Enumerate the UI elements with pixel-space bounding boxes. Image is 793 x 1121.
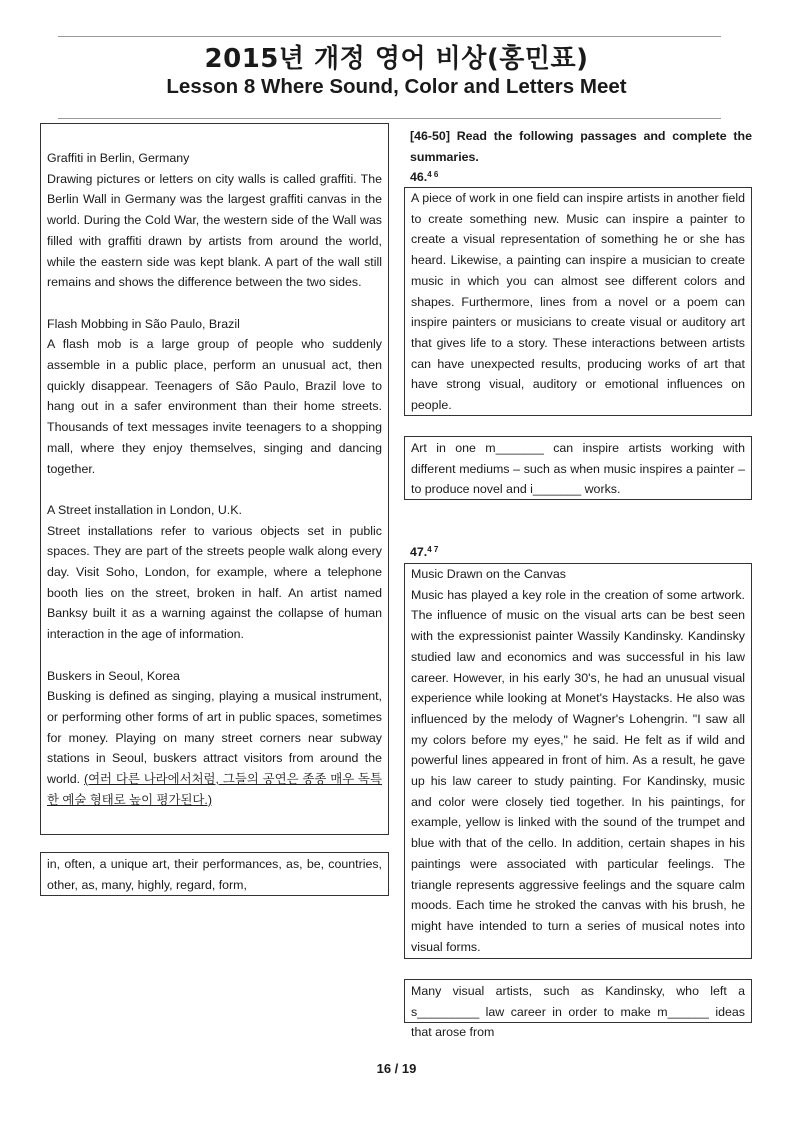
top-rule <box>58 36 721 37</box>
section-heading: Buskers in Seoul, Korea <box>47 668 180 683</box>
question-46-number <box>410 167 438 188</box>
section-body <box>47 686 382 810</box>
page-title: 2015년 개정 영어 비상(홍민표) <box>204 44 589 74</box>
page-number: 16 / 19 <box>376 1061 417 1076</box>
lesson-title: Lesson 8 Where Sound, Color and Letters Meet <box>166 75 627 98</box>
q47-summary: Many visual artists, such as Kandinsky, who left a s_________ law career in order to make m______ ideas that arose from <box>411 984 745 1040</box>
korean-prompt: (여러 다른 나라에서처럼, 그들의 공연은 종종 매우 독특한 예술 형태로 높이 평가된다.) <box>47 772 382 807</box>
q47-passage-box <box>404 563 752 959</box>
q46-summary: Art in one m_______ can inspire artists working with different mediums – such as when music inspires a painter – to produce novel and i_______ works. <box>411 441 745 497</box>
q47-passage: Music has played a key role in the creation of some artwork. The influence of music on the visual arts can be best seen with the expressionist painter Wassily Kandinsky. Kandinsky studied law and economics and was successful in his law career. However, in his early 30's, he had an unusual visual experience while looking at Monet's Haystacks. He also was influenced by the melody of Wagner's Lohengrin. "I saw all my colors before my eyes," he said. He felt as if wild and powerful lines appeared in front of him. As a result, he gave up his law career to study painting. For Kandinsky, music and color were closely tied together. In his paintings, for example, yellow is linked with the sound of the trumpet and blue with that of the cello. In addition, certain shapes in his paintings were associated with particular feelings. The triangle represents aggressive feelings and the square calm moods. Each time he stroked the canvas with his brush, he might have intended to turn a series of musical notes into visual forms. <box>411 587 745 954</box>
section-body-text: Busking is defined as singing, playing a musical instrument, or performing other forms of art in public spaces, sometimes for money. Playing on many street corners near subway stations in Seoul, buskers attract visitors from around the world. <box>47 689 382 787</box>
q46-summary-box <box>404 436 752 500</box>
section-heading: Graffiti in Berlin, Germany <box>47 151 190 165</box>
question-code: 4 7 <box>427 545 439 554</box>
section-heading: Flash Mobbing in São Paulo, Brazil <box>47 316 240 331</box>
word-bank: in, often, a unique art, their performances, as, be, countries, other, as, many, highly, regard, form, <box>47 857 382 892</box>
section-heading: A Street installation in London, U.K. <box>47 502 242 517</box>
section-body: Drawing pictures or letters on city walls is called graffiti. The Berlin Wall in Germany was the largest graffiti canvas in the world. During the Cold War, the western side of the Wall was filled with graffiti drawn by artists from around the world, while the eastern side was kept blank. A part of the wall still remains and shows the difference between the two sides. <box>47 171 382 290</box>
instructions: [46-50] Read the following passages and complete the summaries. <box>410 129 752 164</box>
question-number: 47. <box>410 545 428 559</box>
section-body: A flash mob is a large group of people who suddenly assemble in a public place, perform an unusual act, then quickly disappear. Teenagers of São Paulo, Brazil love to hang out in a safer environment than their home streets. Thousands of text messages invite teenagers to a shopping mall, where they enjoy themselves, singing and dancing together. <box>47 337 382 476</box>
q46-passage-box <box>404 187 752 416</box>
header-rule <box>58 118 721 119</box>
q47-title: Music Drawn on the Canvas <box>411 567 566 581</box>
section-body: Street installations refer to various objects set in public spaces. They are part of the streets people walk along every day. Visit Soho, London, for example, where a telephone booth lies on the street, broken in half. An artist named Banksy built it as a warning against the collapse of human interaction in the age of information. <box>47 523 382 642</box>
q47-summary-box <box>404 979 752 1040</box>
question-code: 4 6 <box>427 170 439 179</box>
q46-passage: A piece of work in one field can inspire artists in another field to create something new. Music can inspire a painter to create a visual representation of something he or she has heard. Likewise, a painting can inspire a musician to create music in which you can almost see different colors and shapes. Furthermore, lines from a novel or a poem can inspire painters or musicians to create visual or auditory art that gives life to a story. These interactions between artists can have unexpected results, producing works of art that have strong visual, auditory or emotional influences on people. <box>411 191 745 413</box>
question-number: 46. <box>410 170 428 184</box>
passage-box-left <box>40 123 389 835</box>
word-bank-box <box>40 852 389 896</box>
question-47-number <box>410 542 438 563</box>
